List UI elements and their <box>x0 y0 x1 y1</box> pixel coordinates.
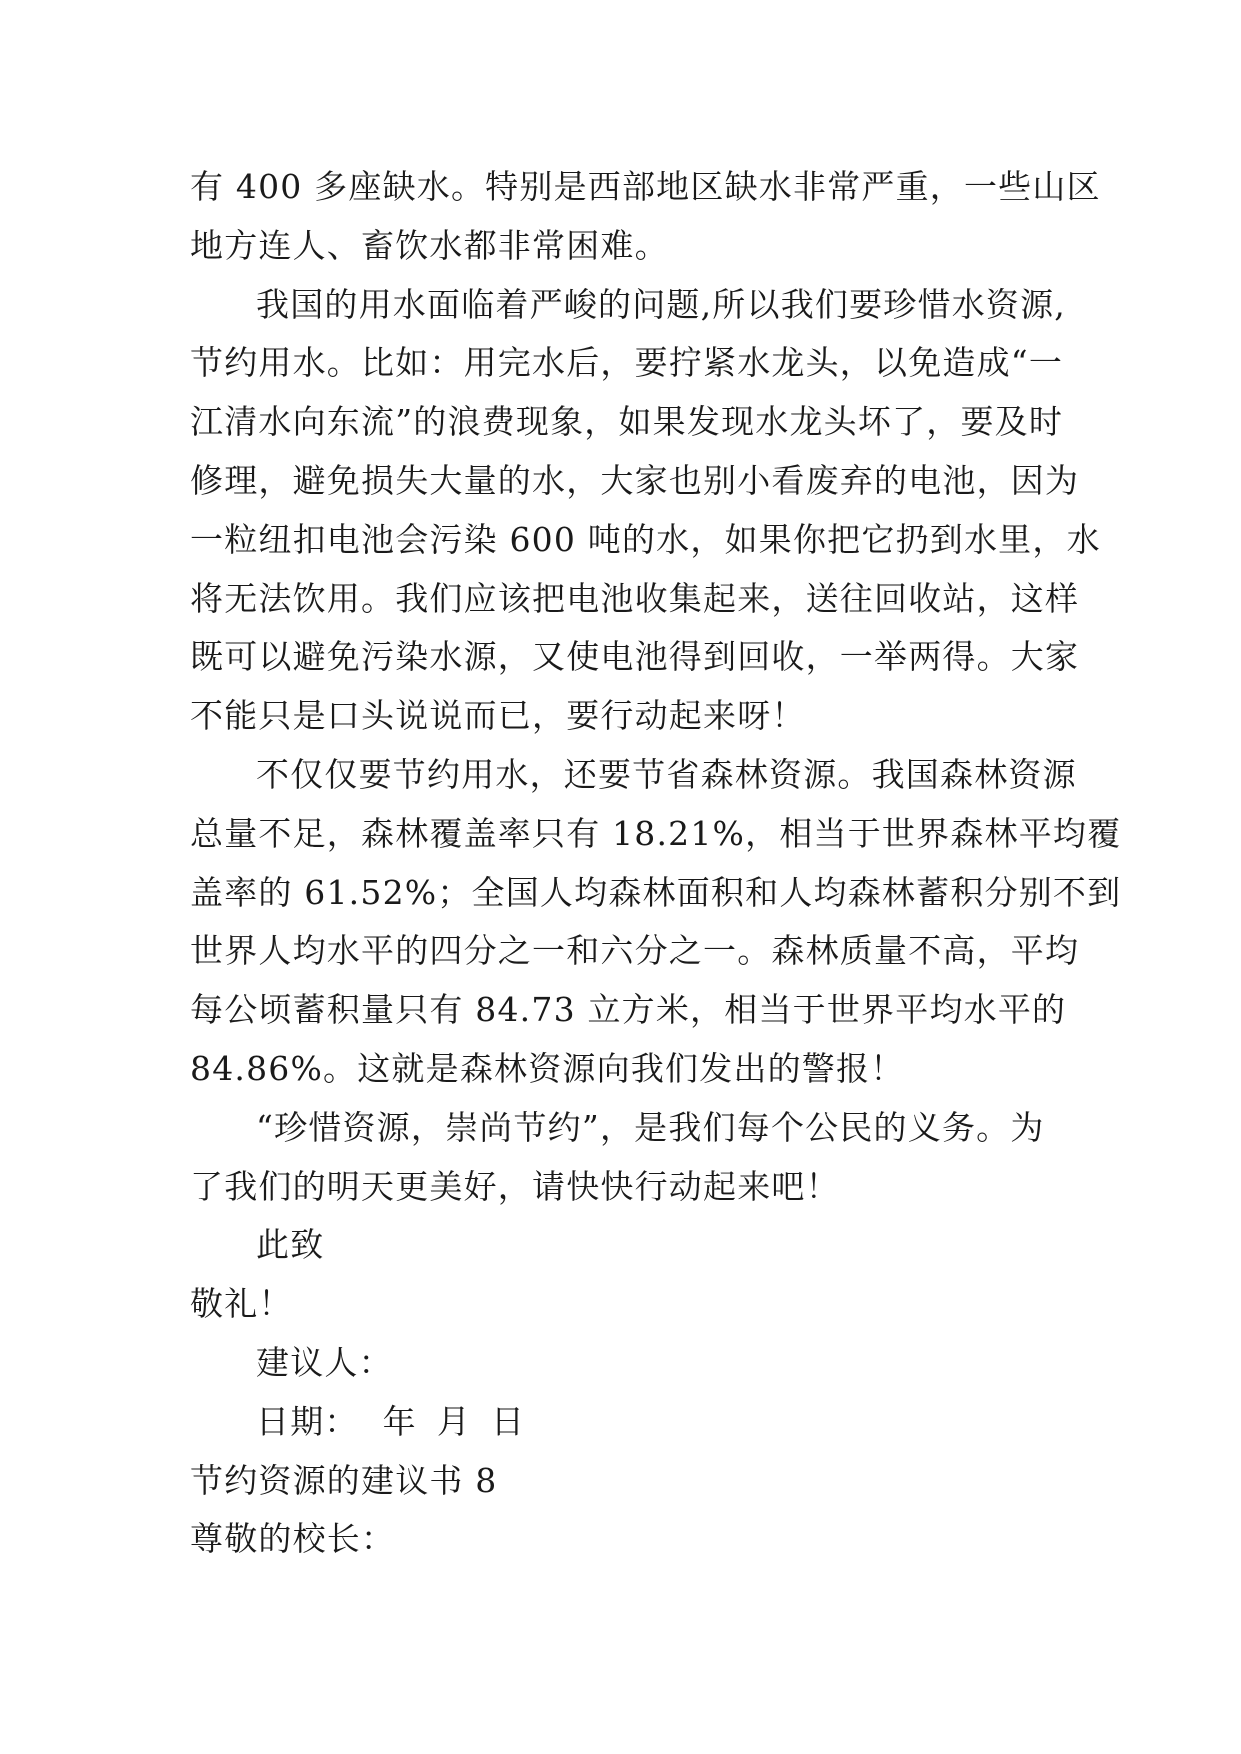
text-line: 一粒纽扣电池会污染 600 吨的水，如果你把它扔到水里，水 <box>190 519 1101 559</box>
date-month: 月 <box>436 1401 472 1441</box>
closing-salutation-indent: 此致 <box>256 1225 325 1265</box>
date-line <box>190 1393 1090 1452</box>
proposer-label: 建议人： <box>256 1342 393 1382</box>
date-day: 日 <box>491 1401 526 1441</box>
text-line: 地方连人、畜饮水都非常困难。 <box>190 225 669 265</box>
letter-body <box>190 158 1122 1569</box>
text-line: 有 400 多座缺水。特别是西部地区缺水非常严重，一些山区 <box>190 167 1101 206</box>
text-line: 84.86%。这就是森林资源向我们发出的警报！ <box>190 1048 905 1088</box>
text-line: 每公顷蓄积量只有 84.73 立方米，相当于世界平均水平的 <box>190 990 1067 1030</box>
text-line: 了我们的明天更美好，请快快行动起来吧！ <box>190 1166 840 1206</box>
text-line: “珍惜资源，崇尚节约”，是我们每个公民的义务。为 <box>256 1107 1045 1147</box>
text-line: 不仅仅要节约用水，还要节省森林资源。我国森林资源 <box>256 754 1077 794</box>
text-line: 将无法饮用。我们应该把电池收集起来，送往回收站，这样 <box>190 578 1080 618</box>
text-line: 节约用水。比如：用完水后，要拧紧水龙头，以免造成“一 <box>190 343 1064 383</box>
text-line: 世界人均水平的四分之一和六分之一。森林质量不高，平均 <box>190 931 1080 971</box>
text-line: 江清水向东流”的浪费现象，如果发现水龙头坏了，要及时 <box>190 402 1064 442</box>
text-line: 不能只是口头说说而已，要行动起来呀！ <box>190 696 806 736</box>
text-line: 盖率的 61.52%；全国人均森林面积和人均森林蓄积分别不到 <box>190 872 1122 912</box>
date-label: 日期： <box>256 1401 359 1441</box>
section-greeting: 尊敬的校长： <box>190 1519 396 1559</box>
text-line: 修理，避免损失大量的水，大家也别小看废弃的电池，因为 <box>190 460 1080 500</box>
section-title: 节约资源的建议书 8 <box>190 1460 498 1500</box>
date-year: 年 <box>382 1401 417 1441</box>
text-line: 我国的用水面临着严峻的问题,所以我们要珍惜水资源, <box>256 284 1066 324</box>
text-line: 既可以避免污染水源，又使电池得到回收，一举两得。大家 <box>190 637 1080 677</box>
closing-salutation: 敬礼！ <box>190 1284 293 1324</box>
text-line: 总量不足，森林覆盖率只有 18.21%，相当于世界森林平均覆 <box>190 813 1122 853</box>
